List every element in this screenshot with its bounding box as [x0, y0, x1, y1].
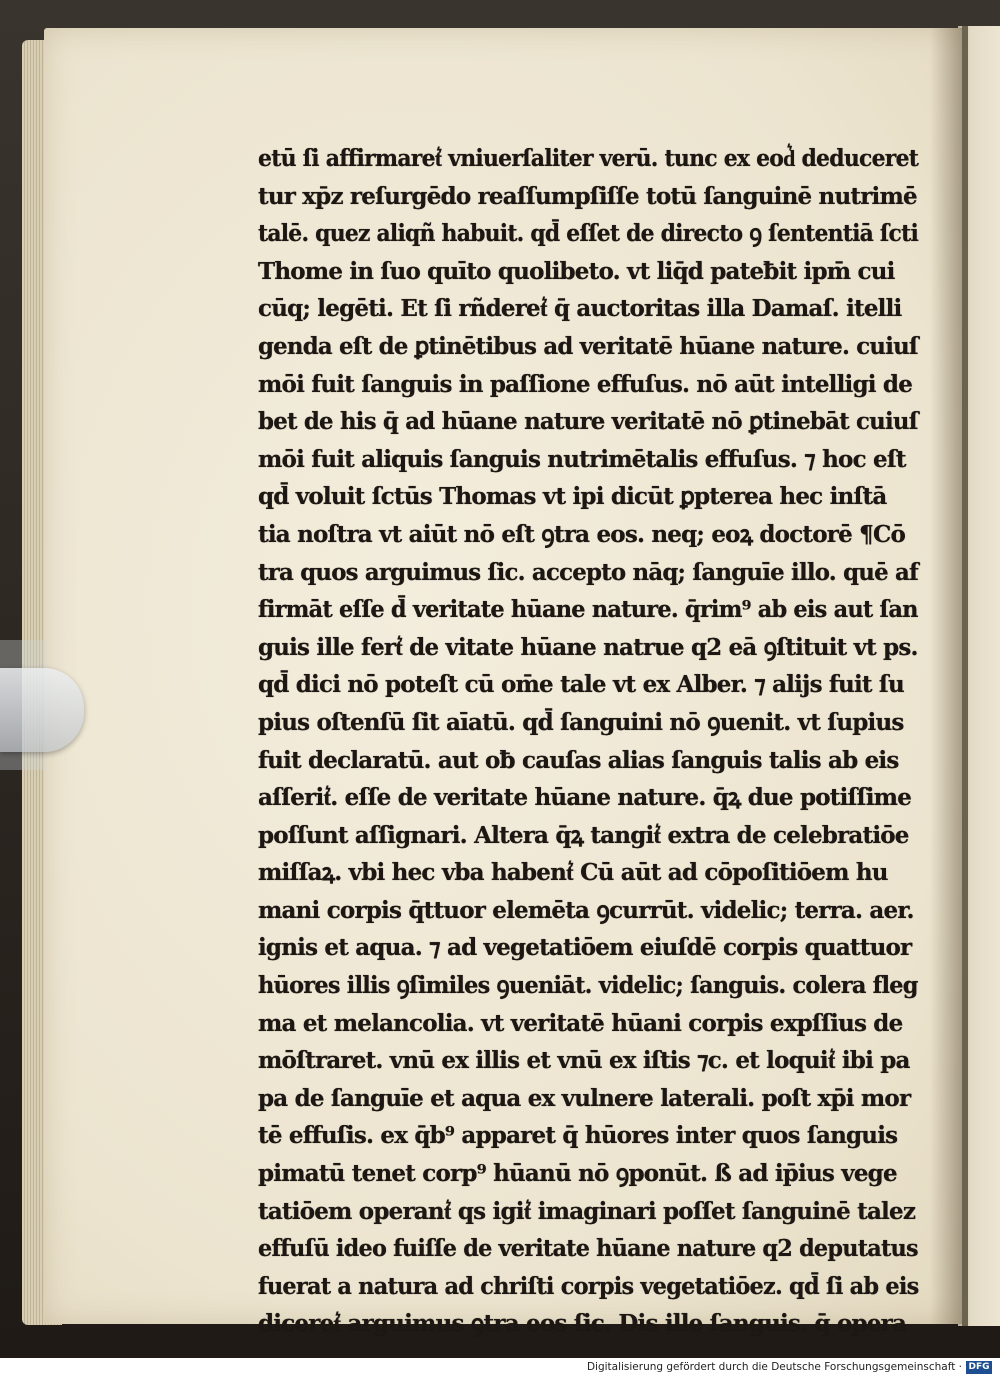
page-weight — [0, 668, 84, 752]
text-line: aſſerit͛. eſſe de veritate hūane nature. q̄ꝝ due potiſſime — [258, 784, 912, 812]
text-line: cūq; legēti. Et ſi rñderet͛ q̄ auctoritas illa Damaſ. itelli — [258, 295, 902, 323]
text-line: fuit declaratū. aut oƀ cauſas alias ſanguis talis ab eis — [258, 746, 899, 774]
text-line: poſſunt aſſignari. Altera q̄ꝝ tangit͛ extra de celebratiōe — [258, 821, 909, 849]
text-line: miſſaꝝ. vbi hec vba habent͛ Cū aūt ad cōpoſitiōem hu — [258, 859, 888, 887]
text-line: qd̄ dici nō poteſt cū om̄e tale vt ex Alber. ⁊ alijs fuit ſu — [258, 671, 904, 699]
binding-gutter — [962, 26, 968, 1326]
text-line: pius oſtenſū ſit aīatū. qd̄ ſanguini nō ꝯuenit. vt ſupius — [258, 708, 904, 736]
text-line: diceret͛ arguimus ꝯtra eos ſic. Dis ille ſanguis. q̄ opera — [258, 1310, 907, 1338]
text-line: mōi fuit ſanguis in paſſione effuſus. nō aūt intelligi de — [258, 370, 913, 398]
text-line: effuſū ideo fuiſſe de veritate hūane nature q2 deputatus — [258, 1235, 918, 1263]
text-line: tra quos arguimus ſic. accepto nāq; ſanguīe illo. quē af — [258, 558, 919, 586]
text-line: ma et melancolia. vt veritatē hūani corpis expſſius de — [258, 1009, 903, 1037]
text-line: pimatū tenet corp⁹ hūanū nō ꝯponūt. ß ad ip̄ius vege — [258, 1160, 897, 1188]
text-line: firmāt eſſe d̄ veritate hūane nature. q̄rim⁹ ab eis aut ſan — [258, 596, 918, 624]
text-line: hūores illis ꝯſimiles ꝯueniāt. videlic; ſanguis. colera fleg — [258, 972, 918, 1000]
gutter-shadow — [930, 28, 962, 1324]
text-line: ignis et aqua. ⁊ ad vegetatiōem eiuſdē corpis quattuor — [258, 934, 912, 962]
dfg-logo: DFG — [966, 1361, 992, 1374]
text-line: talē. quez aliqñ habuit. qd̄ eſſet de directo ꝯ ſententiā ſcti — [258, 220, 919, 248]
text-line: Thome in ſuo quīto quolibeto. vt liq̄d pateƀit ipm̄ cui — [258, 257, 895, 285]
text-line: etū ſi affirmaret͛ vniuerſaliter verū. tunc ex eod͛ deduceret — [258, 145, 919, 172]
text-line: fuerat a natura ad chriſti corpis vegetatiōez. qd̄ ſi ab eis — [258, 1272, 919, 1300]
text-line: tia noſtra vt aiūt nō eſt ꝯtra eos. neq; eoꝝ doctorē ¶Cō — [258, 520, 906, 548]
text-block — [258, 140, 919, 1343]
funding-credit: Digitalisierung gefördert durch die Deutsche Forschungsgemeinschaft · — [586, 1361, 962, 1373]
text-line: tur xp̄z reſurgēdo reaſſumpſiſſe totū ſanguinē nutrimē — [258, 182, 917, 210]
text-line: tē effuſis. ex q̄b⁹ apparet q̄ hūores inter quos ſanguis — [258, 1122, 898, 1150]
text-line: pa de ſanguīe et aqua ex vulnere laterali. poſt xp̄i mor — [258, 1084, 911, 1112]
text-line: mōi fuit aliquis ſanguis nutrimētalis effuſus. ⁊ hoc eſt — [258, 445, 906, 473]
text-line: qd̄ voluit ſctūs Thomas vt ipi dicūt ꝑpterea hec inſtā — [258, 483, 887, 511]
text-line: mani corpis q̄ttuor elemēta ꝯcurrūt. videlic; terra. aer. — [258, 896, 914, 924]
text-line: bet de his q̄ ad hūane nature veritatē nō ꝑtinebāt cuiuſ — [258, 408, 918, 436]
text-line: guis ille fert͛ de vitate hūane natrue q2 eā ꝯſtituit vt ps. — [258, 633, 918, 661]
text-line: mōſtraret. vnū ex illis et vnū ex iſtis ⁊c. et loquit͛ ibi pa — [258, 1047, 910, 1075]
text-line: tatiōem operant͛ qs igit͛ imaginari poſſet ſanguinē talez — [258, 1197, 916, 1225]
text-line: genda eſt de ꝑtinētibus ad veritatē hūane nature. cuiuſ — [258, 332, 918, 360]
